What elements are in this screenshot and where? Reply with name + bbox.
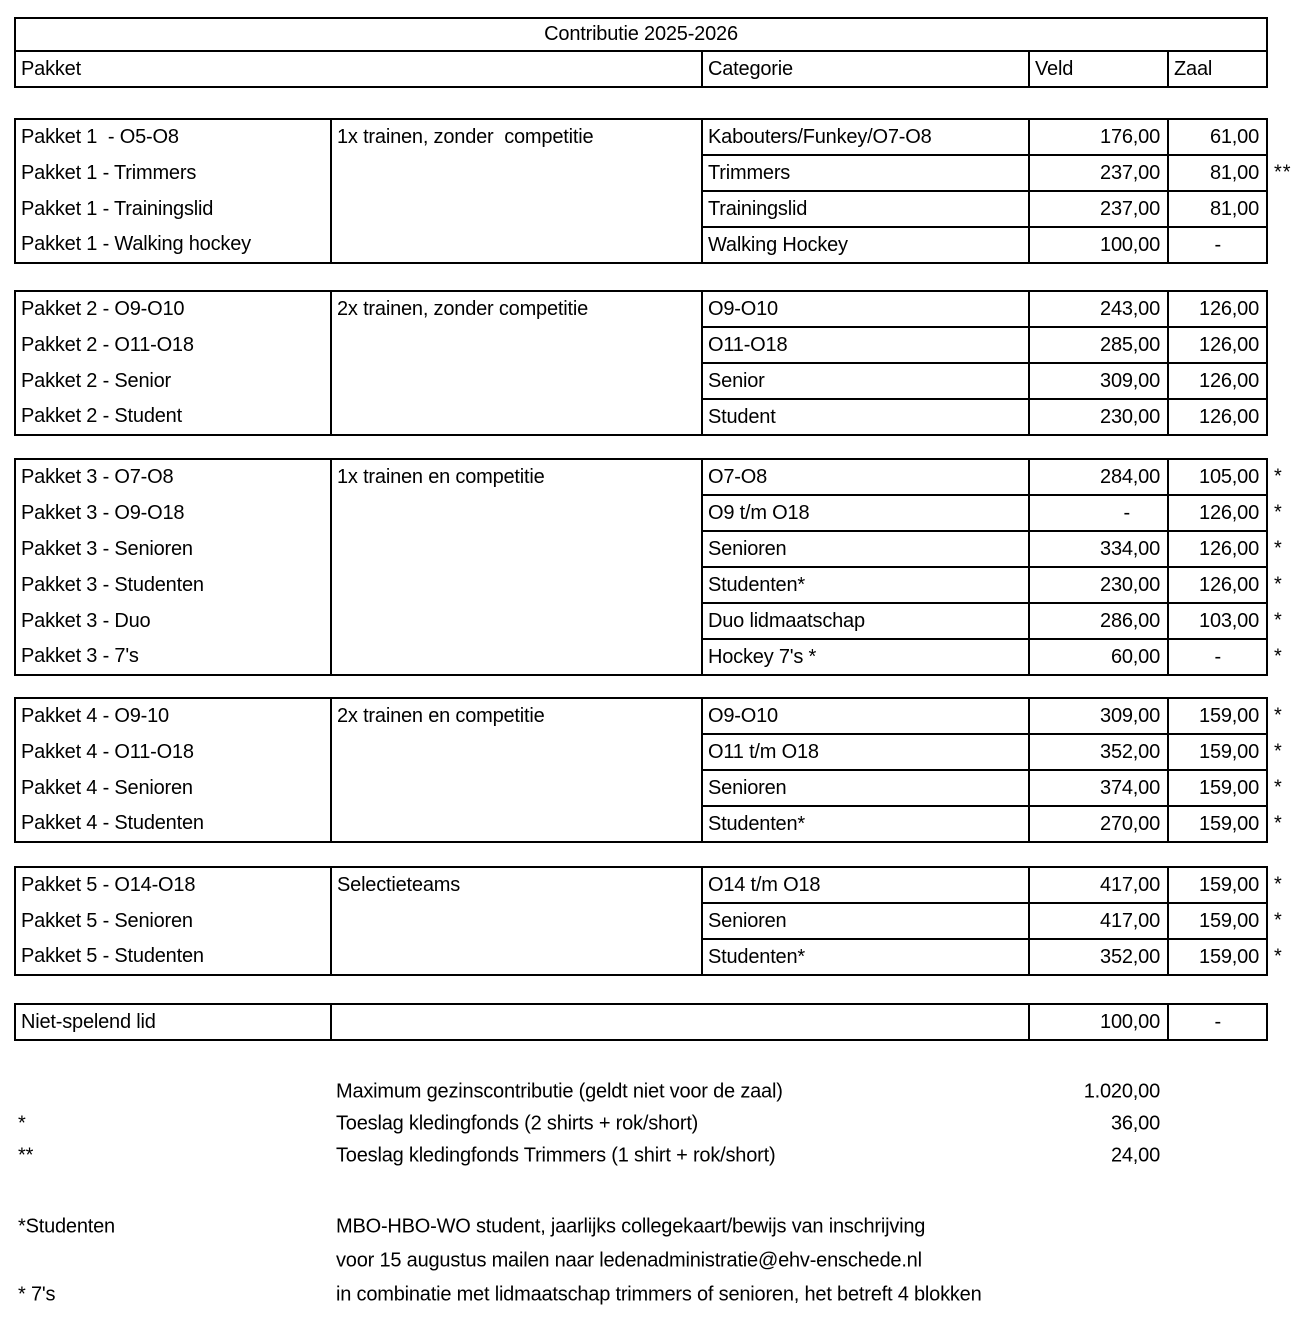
note-marker: *: [18, 1112, 26, 1135]
veld-cell: [1029, 291, 1168, 327]
categorie-cell: O11 t/m O18: [702, 734, 1029, 770]
omschrijving-cell: [331, 363, 702, 399]
veld-cell: [1029, 531, 1168, 567]
table-row: [15, 191, 1267, 227]
footnotes: [0, 1210, 1304, 1312]
table-row: [15, 639, 1267, 675]
categorie-cell: O9-O10: [702, 698, 1029, 734]
zaal-value: 159,00: [1199, 812, 1259, 835]
footnote-mark: *: [1274, 609, 1283, 632]
zaal-value: 159,00: [1199, 873, 1259, 896]
note-value: 24,00: [1110, 1144, 1160, 1167]
veld-value: 176,00: [1100, 125, 1160, 148]
note-label: Toeslag kledingfonds Trimmers (1 shirt + rok/short): [336, 1144, 776, 1167]
pakket-cell: Pakket 3 - Studenten: [21, 573, 204, 596]
zaal-cell: [1168, 291, 1267, 327]
zaal-cell: [1168, 734, 1283, 770]
pakket-cell: Pakket 1 - O5-O8: [21, 126, 179, 148]
omschrijving-cell: Selectieteams: [331, 867, 702, 903]
categorie-cell: Trainingslid: [702, 191, 1029, 227]
veld-value: 352,00: [1100, 945, 1160, 968]
table-row: [15, 327, 1267, 363]
veld-value: 100,00: [1100, 1010, 1160, 1033]
veld-cell: [1029, 155, 1168, 191]
footnote-row: [0, 1244, 1304, 1278]
zaal-cell: [1168, 227, 1267, 263]
table-row: [15, 119, 1267, 155]
pakket-cell: Pakket 5 - Studenten: [21, 945, 204, 967]
omschrijving-cell: 1x trainen en competitie: [331, 459, 702, 495]
zaal-value: 61,00: [1209, 125, 1259, 148]
omschrijving-cell: [331, 567, 702, 603]
pakket-block-5: [14, 866, 1283, 976]
zaal-value: 159,00: [1199, 909, 1259, 932]
veld-value: 417,00: [1100, 873, 1160, 896]
veld-value: 60,00: [1110, 645, 1160, 668]
veld-cell: [1029, 939, 1168, 975]
omschrijving-cell: 1x trainen, zonder competitie: [331, 119, 702, 155]
omschrijving-cell: [331, 327, 702, 363]
zaal-value: 81,00: [1209, 161, 1259, 184]
veld-cell: [1029, 191, 1168, 227]
footnote-mark: *: [1274, 873, 1283, 896]
veld-value: 309,00: [1100, 369, 1160, 392]
categorie-cell: O9-O10: [702, 291, 1029, 327]
categorie-cell: Senioren: [702, 770, 1029, 806]
footnote-marker: * 7's: [18, 1283, 56, 1306]
column-header-categorie: Categorie: [702, 51, 1029, 87]
zaal-value: -: [1214, 645, 1221, 668]
zaal-value: 126,00: [1199, 369, 1259, 392]
omschrijving-cell: [331, 903, 702, 939]
omschrijving-cell: 2x trainen, zonder competitie: [331, 291, 702, 327]
pakket-cell: Pakket 3 - Senioren: [21, 537, 193, 560]
pakket-cell: Pakket 4 - Senioren: [21, 776, 193, 799]
footnote-mark: *: [1274, 740, 1283, 763]
zaal-value: 159,00: [1199, 945, 1259, 968]
veld-value: 270,00: [1100, 812, 1160, 835]
zaal-cell: [1168, 939, 1283, 975]
pakket-block-2: [14, 290, 1268, 436]
footnote-row: [0, 1210, 1304, 1244]
veld-cell: [1029, 119, 1168, 155]
veld-cell: [1029, 698, 1168, 734]
omschrijving-cell: [331, 806, 702, 842]
veld-cell: [1029, 734, 1168, 770]
omschrijving-cell: [331, 939, 702, 975]
zaal-cell: [1168, 567, 1283, 603]
veld-value: 352,00: [1100, 740, 1160, 763]
categorie-cell: Senioren: [702, 903, 1029, 939]
veld-value: -: [1123, 501, 1130, 524]
veld-cell: [1029, 770, 1168, 806]
omschrijving-cell: [331, 191, 702, 227]
veld-value: 230,00: [1100, 573, 1160, 596]
zaal-cell: [1168, 639, 1283, 675]
pakket-cell: Pakket 3 - O9-O18: [21, 501, 185, 524]
omschrijving-cell: [331, 770, 702, 806]
zaal-cell: [1168, 327, 1267, 363]
sheet-title: Contributie 2025-2026: [15, 18, 1267, 51]
table-row: [15, 495, 1267, 531]
footnote-mark: *: [1274, 909, 1283, 932]
veld-value: 100,00: [1100, 233, 1160, 256]
column-header-zaal: Zaal: [1168, 51, 1267, 87]
table-row: [15, 459, 1267, 495]
table-row: [15, 867, 1267, 903]
footnote-row: [0, 1278, 1304, 1312]
veld-cell: [1029, 903, 1168, 939]
veld-value: 286,00: [1100, 609, 1160, 632]
table-row: [15, 155, 1267, 191]
footnote-text: voor 15 augustus mailen naar ledenadministratie@ehv-enschede.nl: [336, 1249, 922, 1272]
categorie-cell: Studenten*: [702, 939, 1029, 975]
footnote-text: MBO-HBO-WO student, jaarlijks collegekaart/bewijs van inschrijving: [336, 1215, 926, 1238]
footnote-mark: *: [1274, 776, 1283, 799]
pakket-block-4: [14, 697, 1283, 843]
zaal-value: 126,00: [1199, 405, 1259, 428]
veld-cell: [1029, 603, 1168, 639]
table-row: [15, 227, 1267, 263]
table-row: [15, 603, 1267, 639]
fee-notes: [0, 1076, 1304, 1172]
table-row: [15, 939, 1267, 975]
zaal-cell: [1168, 119, 1267, 155]
categorie-cell: Senior: [702, 363, 1029, 399]
categorie-cell: Studenten*: [702, 806, 1029, 842]
zaal-value: 126,00: [1199, 573, 1259, 596]
footnote-mark: *: [1274, 945, 1283, 968]
omschrijving-cell: [331, 531, 702, 567]
pakket-cell: Pakket 3 - O7-O8: [21, 466, 174, 488]
omschrijving-cell: 2x trainen en competitie: [331, 698, 702, 734]
zaal-value: 126,00: [1199, 537, 1259, 560]
zaal-cell: [1168, 399, 1267, 435]
zaal-cell: [1168, 363, 1267, 399]
header-table: [14, 17, 1268, 88]
zaal-value: 103,00: [1199, 609, 1259, 632]
zaal-value: 159,00: [1199, 740, 1259, 763]
omschrijving-cell: [331, 639, 702, 675]
footnote-marker: *Studenten: [18, 1215, 115, 1238]
veld-cell: [1029, 1004, 1168, 1040]
veld-cell: [1029, 327, 1168, 363]
zaal-cell: [1168, 1004, 1267, 1040]
footnote-mark: *: [1274, 812, 1283, 835]
categorie-cell: Senioren: [702, 531, 1029, 567]
column-header-veld: Veld: [1029, 51, 1168, 87]
footnote-mark: *: [1274, 501, 1283, 524]
veld-cell: [1029, 399, 1168, 435]
omschrijving-cell: [331, 399, 702, 435]
footnote-mark: *: [1274, 537, 1283, 560]
veld-cell: [1029, 459, 1168, 495]
table-row: [15, 531, 1267, 567]
table-row: [15, 770, 1267, 806]
zaal-value: 159,00: [1199, 776, 1259, 799]
zaal-cell: [1168, 495, 1283, 531]
veld-value: 334,00: [1100, 537, 1160, 560]
zaal-cell: [1168, 770, 1283, 806]
niet-spelend-block: [14, 1003, 1268, 1041]
veld-cell: [1029, 867, 1168, 903]
categorie-cell: Kabouters/Funkey/O7-O8: [702, 119, 1029, 155]
veld-value: 237,00: [1100, 197, 1160, 220]
categorie-cell: O7-O8: [702, 459, 1029, 495]
veld-cell: [1029, 227, 1168, 263]
omschrijving-cell: [331, 155, 702, 191]
pakket-cell: Pakket 1 - Trimmers: [21, 161, 197, 184]
categorie-cell: Student: [702, 399, 1029, 435]
zaal-value: 81,00: [1209, 197, 1259, 220]
veld-value: 309,00: [1100, 704, 1160, 727]
zaal-cell: [1168, 867, 1283, 903]
table-row: [15, 291, 1267, 327]
zaal-value: -: [1214, 1010, 1221, 1033]
veld-value: 237,00: [1100, 161, 1160, 184]
pakket-cell: Pakket 2 - O9-O10: [21, 298, 185, 320]
veld-cell: [1029, 806, 1168, 842]
omschrijving-cell: [331, 1004, 1029, 1040]
veld-cell: [1029, 639, 1168, 675]
pakket-cell: Pakket 3 - 7's: [21, 645, 139, 667]
veld-cell: [1029, 363, 1168, 399]
omschrijving-cell: [331, 227, 702, 263]
footnote-mark: *: [1274, 573, 1283, 596]
note-label: Toeslag kledingfonds (2 shirts + rok/short): [336, 1112, 699, 1135]
zaal-cell: [1168, 603, 1283, 639]
table-row: [15, 903, 1267, 939]
categorie-cell: O11-O18: [702, 327, 1029, 363]
note-value: 36,00: [1110, 1112, 1160, 1135]
pakket-cell: Pakket 4 - Studenten: [21, 812, 204, 834]
veld-value: 417,00: [1100, 909, 1160, 932]
zaal-value: 159,00: [1199, 704, 1259, 727]
categorie-cell: O9 t/m O18: [702, 495, 1029, 531]
veld-value: 284,00: [1100, 465, 1160, 488]
zaal-cell: [1168, 191, 1267, 227]
footnote-mark: **: [1274, 161, 1292, 184]
footnote-text: in combinatie met lidmaatschap trimmers of senioren, het betreft 4 blokken: [336, 1283, 982, 1306]
pakket-cell: Pakket 4 - O9-10: [21, 705, 169, 727]
table-row: [15, 363, 1267, 399]
veld-value: 285,00: [1100, 333, 1160, 356]
zaal-cell: [1168, 903, 1283, 939]
note-marker: **: [18, 1144, 34, 1167]
pakket-cell: Pakket 1 - Walking hockey: [21, 233, 251, 255]
note-value: 1.020,00: [1083, 1080, 1160, 1103]
zaal-value: -: [1214, 233, 1221, 256]
zaal-value: 105,00: [1199, 465, 1259, 488]
pakket-cell: Pakket 5 - O14-O18: [21, 874, 196, 896]
column-header-pakket: Pakket: [21, 57, 81, 80]
pakket-cell: Pakket 1 - Trainingslid: [21, 197, 214, 220]
table-row: [15, 1004, 1267, 1040]
table-row: [15, 567, 1267, 603]
zaal-value: 126,00: [1199, 297, 1259, 320]
note-label: Maximum gezinscontributie (geldt niet voor de zaal): [336, 1080, 783, 1103]
footnote-mark: *: [1274, 704, 1283, 727]
zaal-value: 126,00: [1199, 501, 1259, 524]
table-row: [15, 806, 1267, 842]
omschrijving-cell: [331, 603, 702, 639]
table-row: [15, 698, 1267, 734]
pakket-cell: Pakket 2 - Senior: [21, 369, 172, 392]
categorie-cell: O14 t/m O18: [702, 867, 1029, 903]
pakket-block-1: [14, 118, 1292, 264]
categorie-cell: Duo lidmaatschap: [702, 603, 1029, 639]
zaal-cell: [1168, 459, 1283, 495]
veld-cell: [1029, 567, 1168, 603]
zaal-cell: [1168, 698, 1283, 734]
categorie-cell: Hockey 7's *: [702, 639, 1029, 675]
categorie-cell: Trimmers: [702, 155, 1029, 191]
pakket-cell: Pakket 3 - Duo: [21, 609, 151, 632]
veld-value: 230,00: [1100, 405, 1160, 428]
omschrijving-cell: [331, 495, 702, 531]
zaal-value: 126,00: [1199, 333, 1259, 356]
fee-note-row: [0, 1108, 1304, 1140]
categorie-cell: Walking Hockey: [702, 227, 1029, 263]
pakket-cell: Niet-spelend lid: [21, 1010, 156, 1033]
pakket-cell: Pakket 2 - O11-O18: [21, 333, 194, 356]
footnote-mark: *: [1274, 645, 1283, 668]
fee-note-row: [0, 1140, 1304, 1172]
pakket-cell: Pakket 4 - O11-O18: [21, 740, 194, 763]
veld-cell: [1029, 495, 1168, 531]
pakket-cell: Pakket 2 - Student: [21, 405, 182, 427]
zaal-cell: [1168, 531, 1283, 567]
omschrijving-cell: [331, 734, 702, 770]
categorie-cell: Studenten*: [702, 567, 1029, 603]
zaal-cell: [1168, 155, 1292, 191]
table-row: [15, 399, 1267, 435]
table-row: [15, 734, 1267, 770]
footnote-mark: *: [1274, 465, 1283, 488]
veld-value: 374,00: [1100, 776, 1160, 799]
zaal-cell: [1168, 806, 1283, 842]
veld-value: 243,00: [1100, 297, 1160, 320]
pakket-block-3: [14, 458, 1283, 676]
fee-note-row: [0, 1076, 1304, 1108]
pakket-cell: Pakket 5 - Senioren: [21, 909, 193, 932]
